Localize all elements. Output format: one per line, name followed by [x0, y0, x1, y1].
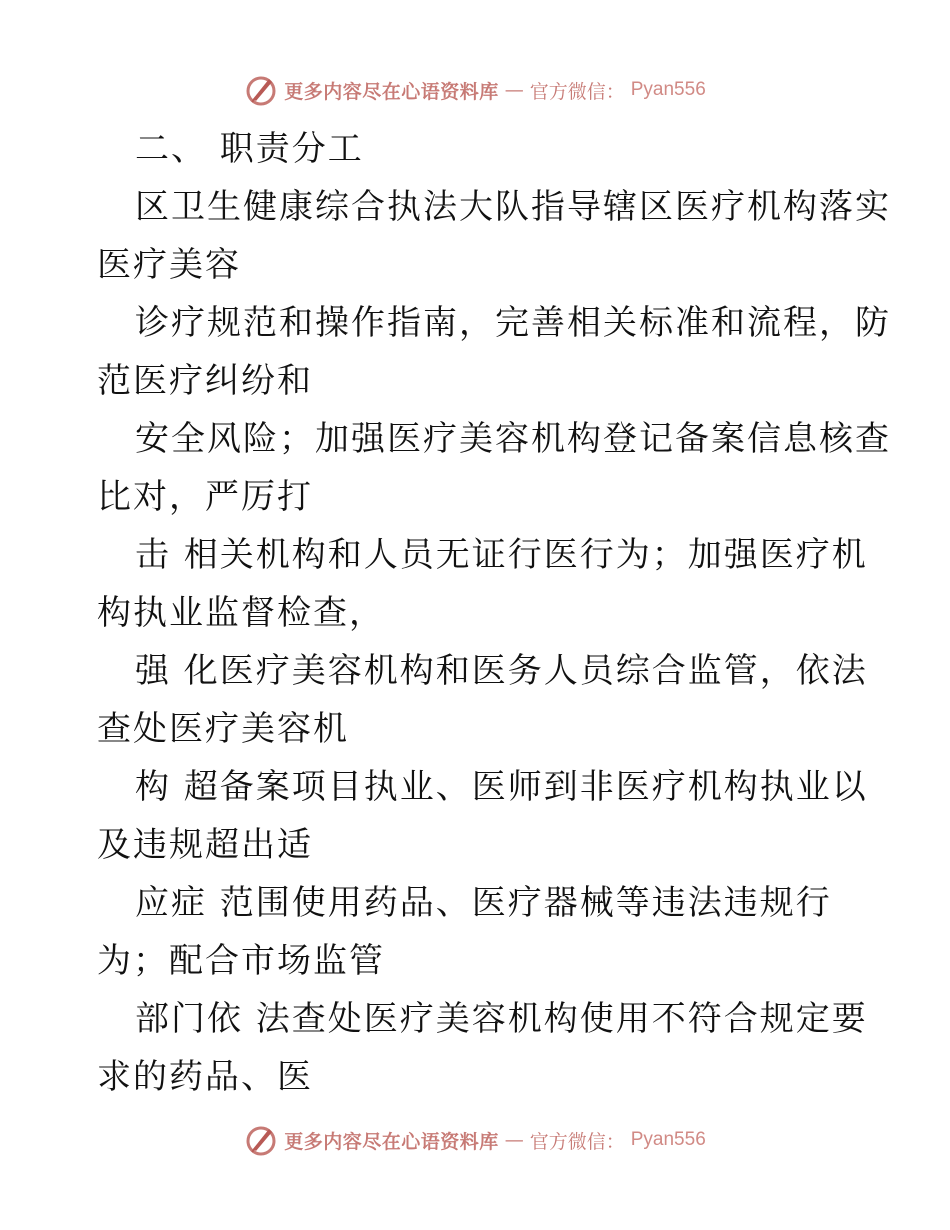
- paragraph-line: 部门依 法查处医疗美容机构使用不符合规定要: [135, 999, 868, 1039]
- watermark-wechat-label: 官方微信：: [529, 1130, 625, 1153]
- paragraph-line: 构 超备案项目执业、医师到非医疗机构执业以: [135, 767, 868, 807]
- paragraph-line: 诊疗规范和操作指南，完善相关标准和流程，防: [135, 303, 891, 343]
- watermark-wechat-id: Pyan556: [630, 1129, 706, 1150]
- paragraph-line: 医疗美容: [97, 245, 241, 285]
- paragraph-line: 查处医疗美容机: [97, 709, 349, 749]
- document-body: [97, 120, 891, 1106]
- quill-pen-logo-icon: [244, 1123, 278, 1157]
- paragraph-line: 及违规超出适: [97, 825, 313, 865]
- paragraph-line: 范医疗纠纷和: [97, 361, 313, 401]
- paragraph-line: 应症 范围使用药品、医疗器械等违法违规行: [135, 883, 832, 923]
- header-watermark: [0, 70, 950, 110]
- section-heading: 二、 职责分工: [135, 129, 364, 169]
- paragraph-line: 强 化医疗美容机构和医务人员综合监管，依法: [135, 651, 868, 691]
- watermark-wechat-id: Pyan556: [630, 79, 706, 100]
- watermark-text: 更多内容尽在心语资料库: [284, 1130, 499, 1153]
- paragraph-line: 击 相关机构和人员无证行医行为；加强医疗机: [135, 535, 868, 575]
- footer-watermark: [0, 1120, 950, 1160]
- paragraph-line: 比对，严厉打: [97, 477, 313, 517]
- watermark-wechat-label: 官方微信：: [529, 80, 625, 103]
- watermark-text: 更多内容尽在心语资料库: [284, 80, 499, 103]
- watermark-separator: —: [504, 79, 524, 101]
- paragraph-line: 安全风险；加强医疗美容机构登记备案信息核查: [135, 419, 891, 459]
- watermark-separator: —: [504, 1129, 524, 1151]
- paragraph-line: 区卫生健康综合执法大队指导辖区医疗机构落实: [135, 187, 891, 227]
- quill-pen-logo-icon: [244, 73, 278, 107]
- paragraph-line: 构执业监督检查，: [97, 593, 385, 633]
- paragraph-line: 求的药品、医: [97, 1057, 313, 1097]
- paragraph-line: 为；配合市场监管: [97, 941, 385, 981]
